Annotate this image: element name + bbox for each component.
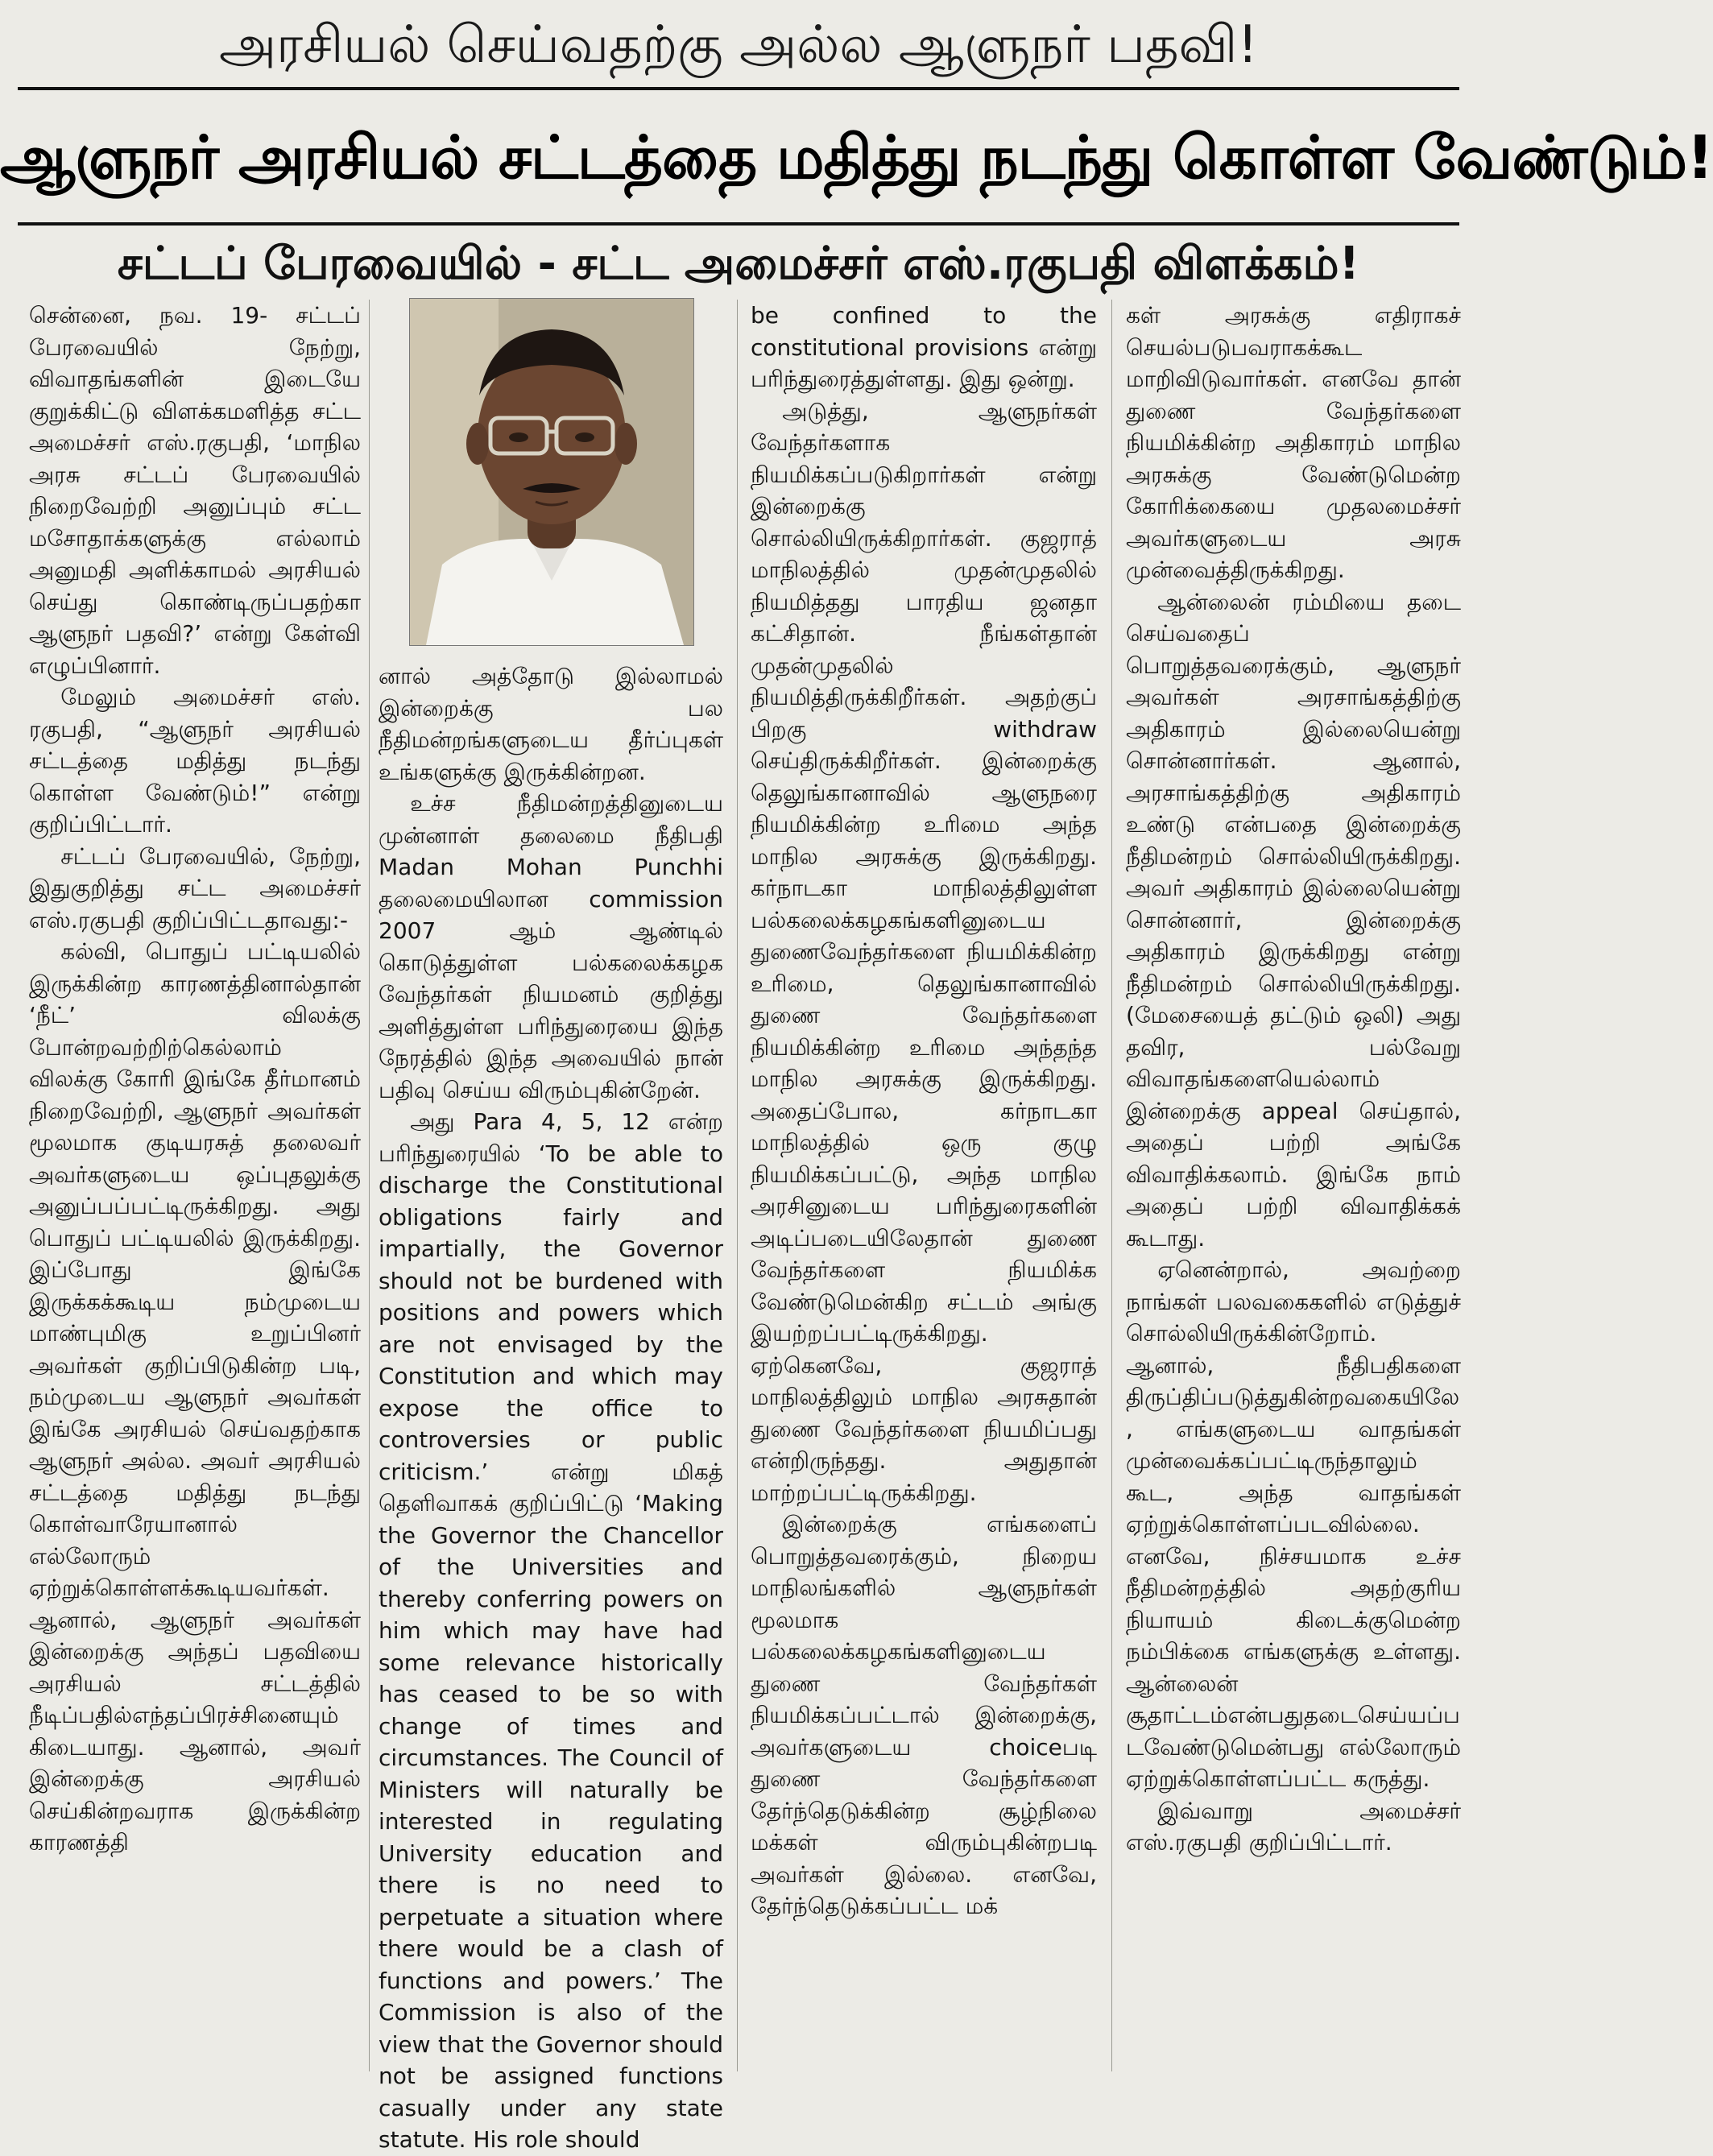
column-divider-1 xyxy=(369,300,370,2071)
article-paragraph: இன்றைக்கு எங்களைப் பொறுத்தவரைக்கும், நிறைய மாநிலங்களில் ஆளுநர்கள் மூலமாக பல்கலைக்கழகங்களினுடைய துணை வேந்தர்கள் நியமிக்கப்பட்டால் இன்றைக்கு, அவர்களுடைய choiceபடி துணை வேந்தர்களை தேர்ந்தெடுக்கின்ற சூழ்நிலை மக்கள் விரும்புகின்றபடி அவர்கள் இல்லை. எனவே, தேர்ந்தெடுக்கப்பட்ட மக் xyxy=(751,1511,1097,1919)
sub-headline: சட்டப் பேரவையில் - சட்ட அமைச்சர் எஸ்.ரகுபதி விளக்கம்! xyxy=(117,238,1360,290)
article-paragraph: அடுத்து, ஆளுநர்கள் வேந்தர்களாக நியமிக்கப்படுகிறார்கள் என்று இன்றைக்கு சொல்லியிருக்கிறார்கள். குஜராத் மாநிலத்தில் முதன்முதலில் நியமித்தது பாரதிய ஜனதா கட்சிதான். நீங்கள்தான் முதன்முதலில் நியமித்திருக்கிறீர்கள். அதற்குப் பிறகு withdraw செய்திருக்கிறீர்கள். இன்றைக்கு தெலுங்கானாவில் ஆளுநரை நியமிக்கின்ற உரிமை அந்த மாநில அரசுக்கு இருக்கிறது. கர்நாடகா மாநிலத்திலுள்ள பல்கலைக்கழகங்களினுடைய துணைவேந்தர்களை நியமிக்கின்ற உரிமை, தெலுங்கானாவில் துணை வேந்தர்களை நியமிக்கின்ற உரிமை அந்தந்த மாநில அரசுக்கு இருக்கிறது. அதைப்போல, கர்நாடகா மாநிலத்தில் ஒரு குழு நியமிக்கப்பட்டு, அந்த மாநில அரசினுடைய பரிந்துரைகளின் அடிப்படையிலேதான் துணை வேந்தர்களை நியமிக்க வேண்டுமென்கிற சட்டம் அங்கு இயற்றப்பட்டிருக்கிறது. ஏற்கெனவே, குஜராத் மாநிலத்திலும் மாநில அரசுதான் துணை வேந்தர்களை நியமிப்பது என்றிருந்தது. அதுதான் மாற்றப்பட்டிருக்கிறது. xyxy=(751,397,1097,1506)
article-column-2 xyxy=(379,660,723,2153)
article-paragraph: be confined to the constitutional provisions என்று பரிந்துரைத்துள்ளது. இது ஒன்று. xyxy=(751,302,1097,392)
article-paragraph: இவ்வாறு அமைச்சர் எஸ்.ரகுபதி குறிப்பிட்டார். xyxy=(1126,1797,1461,1856)
article-paragraph-quote: அது Para 4, 5, 12 என்ற பரிந்துரையில் ‘To be able to discharge the Constitutional obligations fairly and impartially, the Governor should not be burdened with positions and powers which are not envisaged by the Constitution and which may expose the office to controversies or public criticism.’ என்று மிகத் தெளிவாகக் குறிப்பிட்டு ‘Making the Governor the Chancellor of the Universities and thereby conferring powers on him which may have had some relevance historically has ceased to be so with change of times and circumstances. The Council of Ministers will naturally be interested in regulating University education and there is no need to perpetuate a situation where there would be a clash of functions and powers.’ The Commission is also of the view that the Governor should not be assigned functions casually under any state statute. His role should xyxy=(379,1108,723,2153)
article-paragraph: உச்ச நீதிமன்றத்தினுடைய முன்னாள் தலைமை நீதிபதி Madan Mohan Punchhi தலைமையிலான commission 2007 ஆம் ஆண்டில் கொடுத்துள்ள பல்கலைக்கழக வேந்தர்கள் நியமனம் குறித்து அளித்துள்ள பரிந்துரையை இந்த நேரத்தில் இந்த அவையில் நான் பதிவு செய்ய விரும்புகின்றேன். xyxy=(379,790,723,1103)
kicker-headline: அரசியல் செய்வதற்கு அல்ல ஆளுநர் பதவி! xyxy=(219,15,1258,75)
article-paragraph: கல்வி, பொதுப் பட்டியலில் இருக்கின்ற காரணத்தினால்தான் ‘நீட்’ விலக்கு போன்றவற்றிற்கெல்லாம் விலக்கு கோரி இங்கே தீர்மானம் நிறைவேற்றி, ஆளுநர் அவர்கள் மூலமாக குடியரசுத் தலைவர் அவர்களுடைய ஒப்புதலுக்கு அனுப்பப்பட்டிருக்கிறது. அது பொதுப் பட்டியலில் இருக்கிறது. இப்போது இங்கே இருக்கக்கூடிய நம்முடைய மாண்புமிகு உறுப்பினர் அவர்கள் குறிப்பிடுகின்ற படி, நம்முடைய ஆளுநர் அவர்கள் இங்கே அரசியல் செய்வதற்காக ஆளுநர் அல்ல. அவர் அரசியல் சட்டத்தை மதித்து நடந்து கொள்வாரேயானால் எல்லோரும் ஏற்றுக்கொள்ளக்கூடியவர்கள். ஆனால், ஆளுநர் அவர்கள் இன்றைக்கு அந்தப் பதவியை அரசியல் சட்டத்தில் நீடிப்பதில்எந்தப்பிரச்சினையும் கிடையாது. ஆனால், அவர் இன்றைக்கு அரசியல் செய்கின்றவராக இருக்கின்ற காரணத்தி xyxy=(29,938,361,1856)
article-paragraph: சென்னை, நவ. 19- சட்டப் பேரவையில் நேற்று, விவாதங்களின் இடையே குறுக்கிட்டு விளக்கமளித்த சட்ட அமைச்சர் எஸ்.ரகுபதி, ‘மாநில அரசு சட்டப் பேரவையில் நிறைவேற்றி அனுப்பும் சட்ட மசோதாக்களுக்கு எல்லாம் அனுமதி அளிக்காமல் அரசியல் செய்து கொண்டிருப்பதற்கா ஆளுநர் பதவி?’ என்று கேள்வி எழுப்பினார். xyxy=(29,302,361,679)
portrait-illustration xyxy=(410,299,693,645)
article-paragraph: சட்டப் பேரவையில், நேற்று, இதுகுறித்து சட்ட அமைச்சர் எஸ்.ரகுபதி குறிப்பிட்டதாவது:- xyxy=(29,842,361,933)
article-paragraph: னால் அத்தோடு இல்லாமல் இன்றைக்கு பல நீதிமன்றங்களுடைய தீர்ப்புகள் உங்களுக்கு இருக்கின்றன. xyxy=(379,663,723,785)
article-paragraph: ஏனென்றால், அவற்றை நாங்கள் பலவகைகளில் எடுத்துச் சொல்லியிருக்கின்றோம். ஆனால், நீதிபதிகளை திருப்திப்படுத்துகின்றவகையிலே, எங்களுடைய வாதங்கள் முன்வைக்கப்பட்டிருந்தாலும் கூட, அந்த வாதங்கள் ஏற்றுக்கொள்ளப்படவில்லை. எனவே, நிச்சயமாக உச்ச நீதிமன்றத்தில் அதற்குரிய நியாயம் கிடைக்குமென்ற நம்பிக்கை எங்களுக்கு உள்ளது. ஆன்லைன் சூதாட்டம்என்பதுதடைசெய்யப்படவேண்டுமென்பது எல்லோரும் ஏற்றுக்கொள்ளப்பட்ட கருத்து. xyxy=(1126,1256,1461,1792)
headline-rule xyxy=(18,222,1459,226)
column-divider-3 xyxy=(1111,300,1112,2071)
article-column-1 xyxy=(29,300,361,2078)
main-headline: ஆளுநர் அரசியல் சட்டத்தை மதித்து நடந்து கொள்ள வேண்டும்! xyxy=(0,123,1713,192)
article-column-3 xyxy=(751,300,1097,2078)
article-paragraph: ஆன்லைன் ரம்மியை தடை செய்வதைப் பொறுத்தவரைக்கும், ஆளுநர் அவர்கள் அரசாங்கத்திற்கு அதிகாரம் இல்லையென்று சொன்னார்கள். ஆனால், அரசாங்கத்திற்கு அதிகாரம் உண்டு என்பதை இன்றைக்கு நீதிமன்றம் சொல்லியிருக்கிறது. அவர் அதிகாரம் இல்லையென்று சொன்னார், இன்றைக்கு அதிகாரம் இருக்கிறது என்று நீதிமன்றம் சொல்லியிருக்கிறது. (மேசையைத் தட்டும் ஒலி) அது தவிர, பல்வேறு விவாதங்களையெல்லாம் இன்றைக்கு appeal செய்தால், அதைப் பற்றி அங்கே விவாதிக்கலாம். இங்கே நாம் அதைப் பற்றி விவாதிக்கக் கூடாது. xyxy=(1126,588,1461,1252)
top-rule xyxy=(18,87,1459,90)
article-paragraph: மேலும் அமைச்சர் எஸ். ரகுபதி, “ஆளுநர் அரசியல் சட்டத்தை மதித்து நடந்து கொள்ள வேண்டும்!” என்று குறிப்பிட்டார். xyxy=(29,684,361,838)
column-divider-2 xyxy=(737,300,738,2071)
portrait-photo xyxy=(409,298,694,646)
article-paragraph: கள் அரசுக்கு எதிராகச் செயல்படுபவராகக்கூட மாறிவிடுவார்கள். எனவே தான் துணை வேந்தர்களை நியமிக்கின்ற அதிகாரம் மாநில அரசுக்கு வேண்டுமென்ற கோரிக்கையை முதலமைச்சர் அவர்களுடைய அரசு முன்வைத்திருக்கிறது. xyxy=(1126,302,1461,583)
article-column-4 xyxy=(1126,300,1461,2078)
